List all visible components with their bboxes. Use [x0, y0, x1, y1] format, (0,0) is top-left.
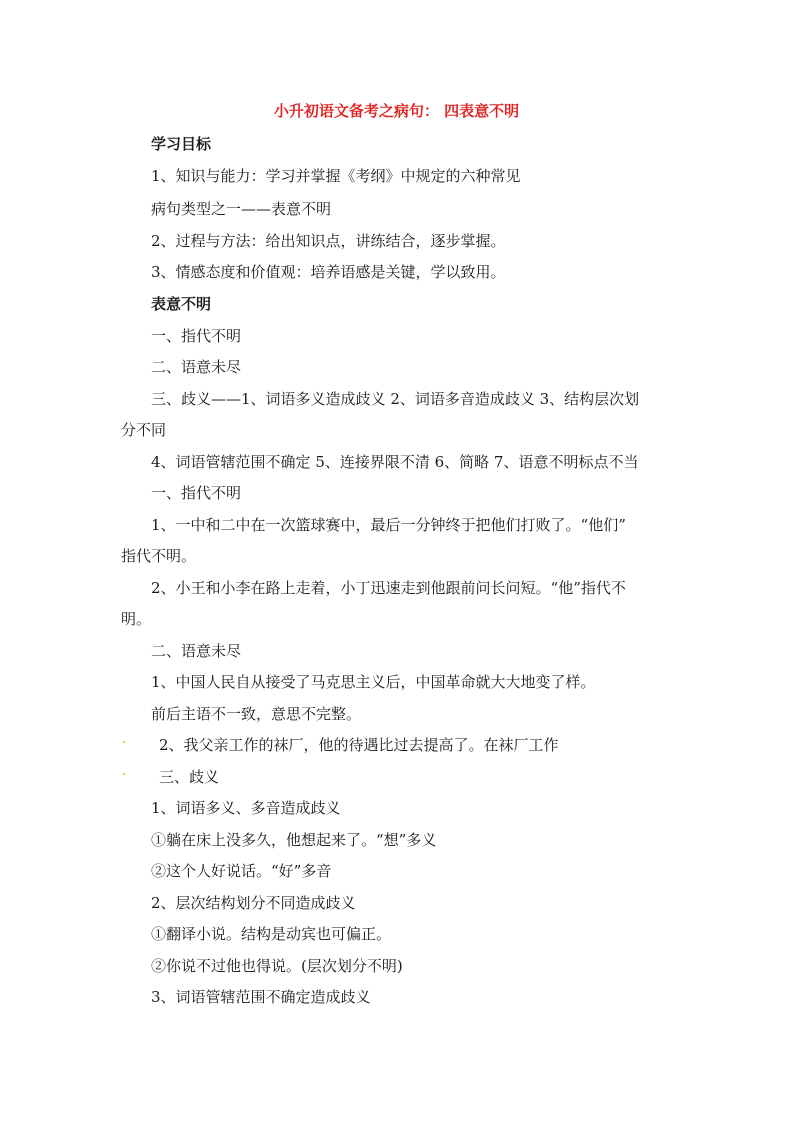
- list-item-3-line-1: 三、歧义——1、词语多义造成歧义 2、词语多音造成歧义 3、结构层次划: [151, 390, 640, 408]
- goals-heading: 学习目标: [151, 135, 212, 153]
- section-2-example-1-note: 前后主语不一致，意思不完整。: [151, 705, 362, 723]
- section-3-subheading-2: 2、层次结构划分不同造成歧义: [151, 894, 356, 912]
- section-2-example-2: 2、我父亲工作的袜厂，他的待遇比过去提高了。在袜厂工作: [159, 736, 559, 754]
- list-item-3-line-2: 分不同: [121, 421, 167, 439]
- list-item-4: 4、词语管辖范围不确定 5、连接界限不清 6、简略 7、语意不明标点不当: [151, 453, 639, 471]
- section-1-example-2-line-1: 2、小王和小李在路上走着，小丁迅速走到他跟前问长问短。“他”指代不: [151, 579, 626, 597]
- document-title: 小升初语文备考之病句： 四表意不明: [273, 102, 520, 120]
- section-1-example-1-line-2: 指代不明。: [121, 547, 197, 565]
- main-heading: 表意不明: [151, 295, 212, 313]
- section-1-example-2-line-2: 明。: [121, 610, 152, 628]
- section-3-example-1: ①躺在床上没多久，他想起来了。“想”多义: [151, 831, 437, 849]
- section-1-example-1-line-1: 1、一中和二中在一次篮球赛中，最后一分钟终于把他们打败了。“他们”: [151, 516, 626, 534]
- section-3-subheading-3: 3、词语管辖范围不确定造成歧义: [151, 988, 371, 1006]
- goal-3: 3、情感态度和价值观：培养语感是关键，学以致用。: [151, 263, 506, 281]
- section-3-example-3: ①翻译小说。结构是动宾也可偏正。: [151, 925, 392, 943]
- goal-2: 2、过程与方法：给出知识点，讲练结合，逐步掌握。: [151, 232, 506, 250]
- section-2-example-1: 1、中国人民自从接受了马克思主义后，中国革命就大大地变了样。: [151, 673, 596, 691]
- list-item-2: 二、语意未尽: [151, 358, 242, 376]
- stray-mark: [123, 773, 125, 775]
- list-item-1: 一、指代不明: [151, 327, 242, 345]
- section-3-subheading-1: 1、词语多义、多音造成歧义: [151, 799, 341, 817]
- section-3-example-2: ②这个人好说话。“好”多音: [151, 862, 332, 880]
- stray-mark: [123, 741, 125, 743]
- section-2-heading: 二、语意未尽: [151, 642, 242, 660]
- section-3-example-4: ②你说不过他也得说。(层次划分不明): [151, 957, 403, 975]
- section-1-heading: 一、指代不明: [151, 484, 242, 502]
- section-3-heading: 三、歧义: [159, 768, 220, 786]
- goal-1-line-1: 1、知识与能力：学习并掌握《考纲》中规定的六种常见: [151, 167, 521, 185]
- goal-1-line-2: 病句类型之一——表意不明: [151, 200, 332, 218]
